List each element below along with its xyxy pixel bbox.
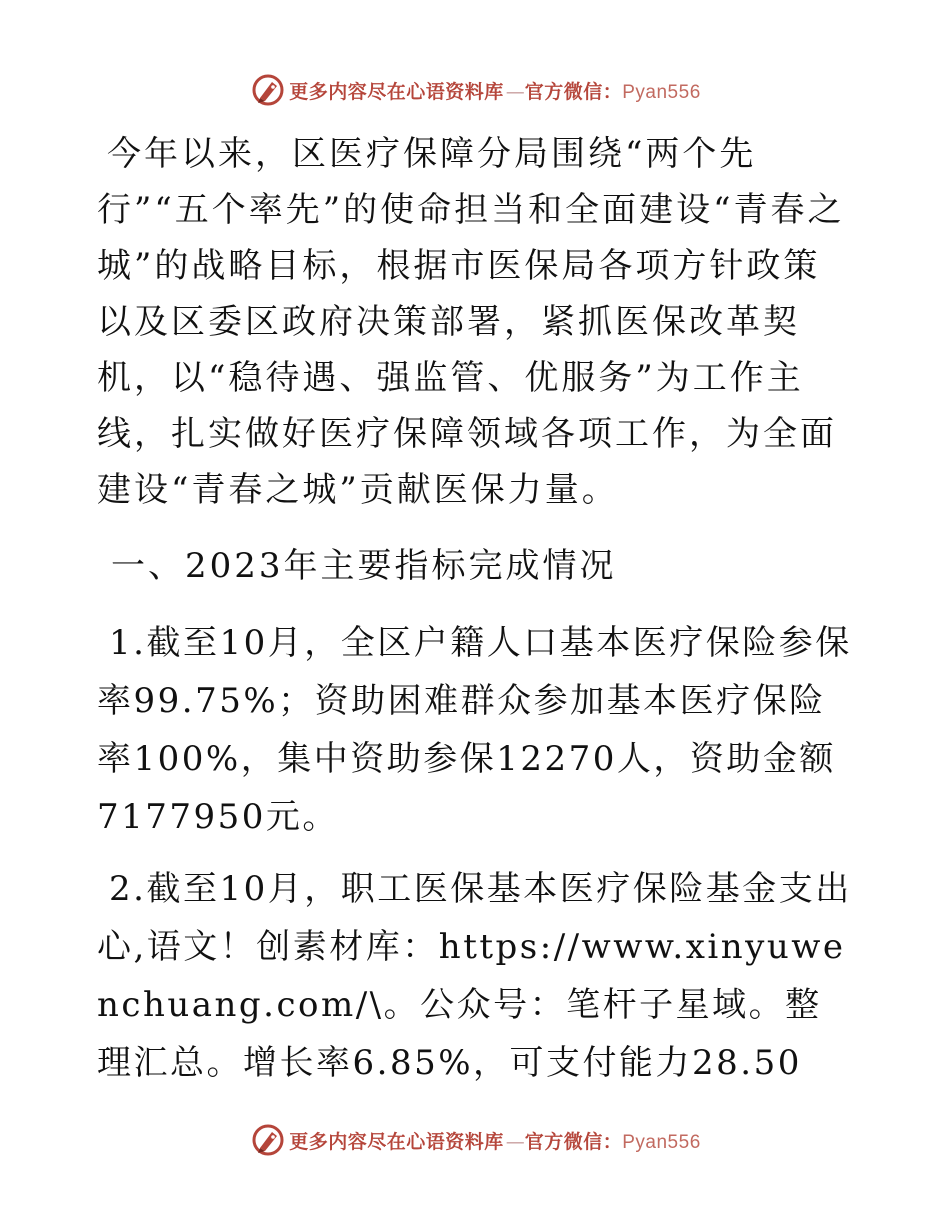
document-body bbox=[97, 126, 857, 1106]
pen-nib-logo-icon bbox=[251, 73, 285, 107]
header-banner-title: 更多内容尽在心语资料库 bbox=[289, 80, 504, 103]
list-item-1: 1.截至10月，全区户籍人口基本医疗保险参保率99.75%；资助困难群众参加基本医疗保险率100%，集中资助参保12270人，资助金额7177950元。 bbox=[97, 623, 852, 837]
footer-banner-title: 更多内容尽在心语资料库 bbox=[289, 1130, 504, 1153]
section-heading: 一、2023年主要指标完成情况 bbox=[111, 546, 617, 586]
footer-wechat-handle: Pyan556 bbox=[622, 1131, 701, 1153]
header-banner-dash: — bbox=[505, 80, 523, 103]
intro-paragraph: 今年以来，区医疗保障分局围绕“两个先行”“五个率先”的使命担当和全面建设“青春之城”的战略目标，根据市医保局各项方针政策以及区委区政府决策部署，紧抓医保改革契机，以“稳待遇、强监管、优服务”为工作主线，扎实做好医疗保障领域各项工作，为全面建设“青春之城”贡献医保力量。 bbox=[97, 134, 845, 510]
header-banner bbox=[0, 70, 950, 110]
footer-wechat-label: 官方微信： bbox=[524, 1130, 623, 1153]
list-item-2: 2.截至10月，职工医保基本医疗保险基金支出心,语文！创素材库：https://www.xinyuwenchuang.com/\。公众号：笔杆子星域。整理汇总。增长率6.85%，可支付能力28.50 bbox=[97, 869, 852, 1083]
header-wechat-handle: Pyan556 bbox=[622, 81, 701, 103]
footer-banner bbox=[0, 1120, 950, 1160]
footer-banner-text bbox=[289, 1127, 701, 1154]
header-wechat-label: 官方微信： bbox=[524, 80, 623, 103]
footer-banner-dash: — bbox=[505, 1130, 523, 1153]
header-banner-inner bbox=[251, 73, 701, 107]
pen-nib-logo-icon bbox=[251, 1123, 285, 1157]
footer-banner-inner bbox=[251, 1123, 701, 1157]
header-banner-text bbox=[289, 77, 701, 104]
